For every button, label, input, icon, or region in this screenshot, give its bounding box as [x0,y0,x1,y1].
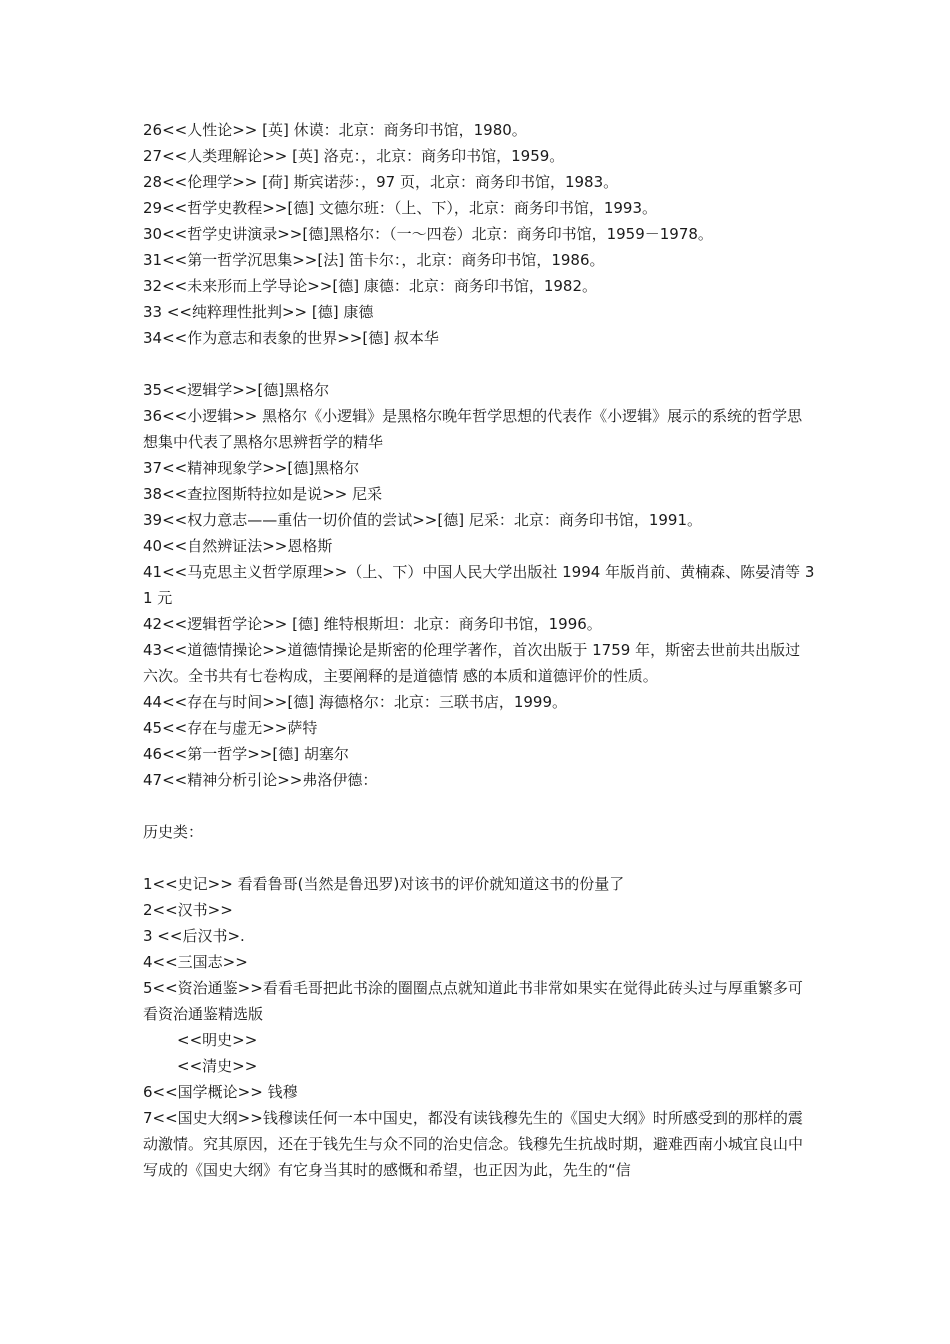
list-item: 41<<马克思主义哲学原理>>（上、下）中国人民大学出版社 1994 年版肖前、黄楠森、陈晏清等 31 元 [143,563,815,607]
list-item: 7<<国史大纲>>钱穆读任何一本中国史，都没有读钱穆先生的《国史大纲》时所感受到的那样的震动激情。究其原因，还在于钱先生与众不同的治史信念。钱穆先生抗战时期，避难西南小城宜良山中写成的《国史大纲》有它身当其时的感慨和希望，也正因为此，先生的“信 [143,1109,804,1179]
blank-line [143,845,815,871]
list-item: 45<<存在与虚无>>萨特 [143,719,318,737]
list-item: 6<<国学概论>> 钱穆 [143,1083,298,1101]
list-item: 31<<第一哲学沉思集>>[法] 笛卡尔：，北京：商务印书馆，1986。 [143,251,605,269]
list-item: 26<<人性论>> [英] 休谟：北京：商务印书馆，1980。 [143,121,527,139]
list-item: 37<<精神现象学>>[德]黑格尔 [143,459,360,477]
blank-line [143,351,815,377]
list-item: 39<<权力意志——重估一切价值的尝试>>[德] 尼采：北京：商务印书馆，1991。 [143,511,703,529]
list-item: 33 <<纯粹理性批判>> [德] 康德 [143,303,374,321]
list-item: 4<<三国志>> [143,953,248,971]
list-item: 35<<逻辑学>>[德]黑格尔 [143,381,330,399]
list-item: 44<<存在与时间>>[德] 海德格尔：北京：三联书店，1999。 [143,693,568,711]
list-item: 32<<未来形而上学导论>>[德] 康德：北京：商务印书馆，1982。 [143,277,598,295]
list-item: 28<<伦理学>> [荷] 斯宾诺莎：，97 页，北京：商务印书馆，1983。 [143,173,619,191]
list-item: 47<<精神分析引论>>弗洛伊德： [143,771,378,789]
document-page [143,117,815,1183]
list-item-indented: <<清史>> [177,1057,258,1075]
list-item: 36<<小逻辑>> 黑格尔《小逻辑》是黑格尔晚年哲学思想的代表作《小逻辑》展示的系统的哲学思想集中代表了黑格尔思辨哲学的精华 [143,407,803,451]
philosophy-list-part-1 [143,117,815,351]
list-item: 30<<哲学史讲演录>>[德]黑格尔：（一～四卷）北京：商务印书馆，1959－1978。 [143,225,713,243]
list-item: 2<<汉书>> [143,901,233,919]
list-item: 34<<作为意志和表象的世界>>[德] 叔本华 [143,329,439,347]
list-item: 5<<资治通鉴>>看看毛哥把此书涂的圈圈点点就知道此书非常如果实在觉得此砖头过与厚重繁多可看资治通鉴精选版 [143,979,803,1023]
philosophy-list-part-2 [143,377,815,793]
section-title-history: 历史类： [143,823,204,841]
list-item: 27<<人类理解论>> [英] 洛克：，北京：商务印书馆，1959。 [143,147,565,165]
list-item: 43<<道德情操论>>道德情操论是斯密的伦理学著作，首次出版于 1759 年，斯密去世前共出版过六次。全书共有七卷构成，主要阐释的是道德情 感的本质和道德评价的性质。 [143,641,801,685]
list-item-indented: <<明史>> [177,1031,258,1049]
list-item: 1<<史记>> 看看鲁哥(当然是鲁迅罗)对该书的评价就知道这书的份量了 [143,875,625,893]
list-item: 40<<自然辨证法>>恩格斯 [143,537,333,555]
list-item: 29<<哲学史教程>>[德] 文德尔班：（上、下），北京：商务印书馆，1993。 [143,199,658,217]
history-list [143,871,815,1183]
list-item: 3 <<后汉书>. [143,927,245,945]
blank-line [143,793,815,819]
list-item: 38<<查拉图斯特拉如是说>> 尼采 [143,485,383,503]
list-item: 42<<逻辑哲学论>> [德] 维特根斯坦：北京：商务印书馆，1996。 [143,615,602,633]
list-item: 46<<第一哲学>>[德] 胡塞尔 [143,745,349,763]
